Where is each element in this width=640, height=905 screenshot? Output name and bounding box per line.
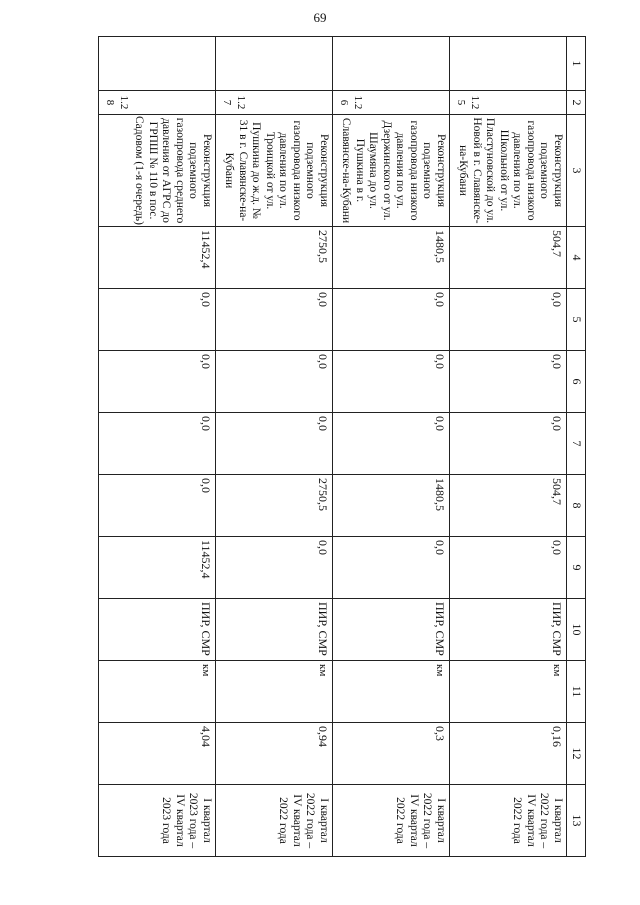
empty-cell [99, 37, 216, 91]
row-number: 1.27 [216, 91, 333, 115]
table-row [216, 37, 333, 857]
object-name: Реконструкция подземного газопровода низкого давления по ул. Дзержинского от ул. Шаумяна до ул. Пушкина в г. Славянске-на-Кубани [333, 115, 450, 227]
value-cell: 2750,5 [216, 475, 333, 537]
period-cell: I квартал 2022 года – IV квартал 2022 года [216, 785, 333, 857]
value-cell: 0,0 [333, 537, 450, 599]
header-row [567, 37, 586, 857]
header-cell: 6 [567, 351, 586, 413]
period-cell: I квартал 2022 года – IV квартал 2022 года [333, 785, 450, 857]
value-cell: 2750,5 [216, 227, 333, 289]
empty-cell [216, 37, 333, 91]
value-cell: 1480,5 [333, 475, 450, 537]
header-cell: 11 [567, 661, 586, 723]
value-cell: 1480,5 [333, 227, 450, 289]
value-cell: 504,7 [450, 475, 567, 537]
value-cell: 0,0 [216, 351, 333, 413]
value-cell: 11452,4 [99, 227, 216, 289]
value-cell: 0,0 [216, 289, 333, 351]
length-cell: 4,04 [99, 723, 216, 785]
length-cell: 0,3 [333, 723, 450, 785]
length-cell: 0,94 [216, 723, 333, 785]
program-table [98, 36, 586, 857]
header-cell: 10 [567, 599, 586, 661]
work-type-cell: ПИР, СМР [216, 599, 333, 661]
header-cell: 8 [567, 475, 586, 537]
table-row [333, 37, 450, 857]
unit-cell: км [216, 661, 333, 723]
header-cell: 7 [567, 413, 586, 475]
value-cell: 0,0 [99, 351, 216, 413]
work-type-cell: ПИР, СМР [99, 599, 216, 661]
value-cell: 0,0 [99, 475, 216, 537]
value-cell: 0,0 [216, 413, 333, 475]
rotated-table-container [102, 36, 586, 856]
header-cell: 9 [567, 537, 586, 599]
row-number: 1.28 [99, 91, 216, 115]
unit-cell: км [450, 661, 567, 723]
header-cell: 2 [567, 91, 586, 115]
value-cell: 0,0 [333, 351, 450, 413]
value-cell: 0,0 [216, 537, 333, 599]
header-cell: 1 [567, 37, 586, 91]
unit-cell: км [99, 661, 216, 723]
value-cell: 0,0 [333, 413, 450, 475]
object-name: Реконструкция подземного газопровода низкого давления по ул. Школьной от ул. Пластуновской до ул. Новой в г. Славянске-на-Кубани [450, 115, 567, 227]
object-name: Реконструкция подземного газопровода среднего давления от АГРС до ГРПШ № 110 в пос. Садовом (1-я очередь) [99, 115, 216, 227]
period-cell: I квартал 2023 года – IV квартал 2023 года [99, 785, 216, 857]
length-cell: 0,16 [450, 723, 567, 785]
header-cell: 4 [567, 227, 586, 289]
object-name: Реконструкция подземного газопровода низкого давления по ул. Троицкой от ул. Пушкина до ж.д. № 31 в г. Славянске-на-Кубани [216, 115, 333, 227]
value-cell: 0,0 [333, 289, 450, 351]
row-number: 1.26 [333, 91, 450, 115]
value-cell: 0,0 [450, 413, 567, 475]
row-number: 1.25 [450, 91, 567, 115]
value-cell: 0,0 [99, 413, 216, 475]
value-cell: 504,7 [450, 227, 567, 289]
empty-cell [333, 37, 450, 91]
period-cell: I квартал 2022 года – IV квартал 2022 года [450, 785, 567, 857]
header-cell: 12 [567, 723, 586, 785]
empty-cell [450, 37, 567, 91]
page-number: 69 [313, 10, 327, 25]
value-cell: 0,0 [99, 289, 216, 351]
work-type-cell: ПИР, СМР [450, 599, 567, 661]
header-cell: 3 [567, 115, 586, 227]
unit-cell: км [333, 661, 450, 723]
value-cell: 11452,4 [99, 537, 216, 599]
table-row [450, 37, 567, 857]
work-type-cell: ПИР, СМР [333, 599, 450, 661]
header-cell: 5 [567, 289, 586, 351]
header-cell: 13 [567, 785, 586, 857]
value-cell: 0,0 [450, 537, 567, 599]
value-cell: 0,0 [450, 351, 567, 413]
table-row [99, 37, 216, 857]
value-cell: 0,0 [450, 289, 567, 351]
